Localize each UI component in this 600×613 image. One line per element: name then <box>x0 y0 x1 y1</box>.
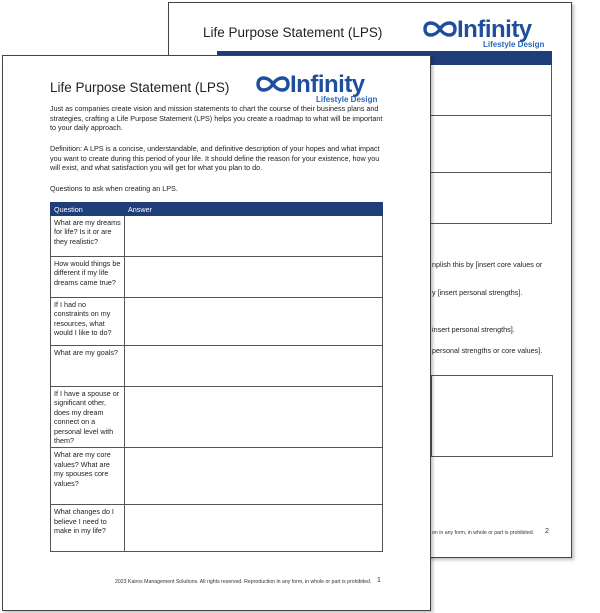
statement-line: insert personal strengths]. <box>432 325 515 334</box>
infinity-symbol-icon <box>254 74 292 94</box>
answer-cell[interactable] <box>125 216 383 257</box>
page-footer: on in any form, in whole or part is prohibited. <box>432 530 535 536</box>
answer-cell[interactable] <box>125 505 383 552</box>
definition-paragraph: Definition: A LPS is a concise, understandable, and definitive description of your hopes and what impact you want to create during this period of your life. It should define the reason for your existence, how you will exist, and what satisfaction you will get for what you plan to do. <box>50 144 380 173</box>
statement-line: personal strengths or core values]. <box>432 346 543 355</box>
question-cell: What are my core values? What are my spouses core values? <box>51 448 125 505</box>
table-row <box>51 505 383 552</box>
lps-question-table <box>50 202 383 552</box>
logo-tagline: Lifestyle Design <box>316 95 378 104</box>
page-title: Life Purpose Statement (LPS) <box>203 25 383 40</box>
logo-wordmark: Infinity <box>457 16 532 43</box>
question-cell: What are my goals? <box>51 346 125 387</box>
answer-cell[interactable] <box>125 257 383 298</box>
page-number: 1 <box>377 577 381 584</box>
question-cell: What are my dreams for life? Is it or are they realistic? <box>51 216 125 257</box>
answer-cell[interactable] <box>125 387 383 448</box>
column-header-answer: Answer <box>125 203 383 216</box>
table-row <box>51 257 383 298</box>
question-cell: If I have a spouse or significant other, does my dream connect on a personal level with them? <box>51 387 125 448</box>
table-row <box>51 298 383 346</box>
answer-cell[interactable] <box>125 298 383 346</box>
answer-cell[interactable] <box>125 448 383 505</box>
answer-cell[interactable] <box>125 346 383 387</box>
statement-box[interactable] <box>431 375 553 457</box>
question-cell: If I had no constraints on my resources, what would I like to do? <box>51 298 125 346</box>
column-header-question: Question <box>51 203 125 216</box>
table-row <box>51 448 383 505</box>
statement-line: y [insert personal strengths]. <box>432 288 523 297</box>
page-title: Life Purpose Statement (LPS) <box>50 80 230 95</box>
table-row <box>51 216 383 257</box>
intro-paragraph: Just as companies create vision and mission statements to chart the course of their business plans and strategies, crafting a Life Purpose Statement (LPS) helps you create a roadmap to what will be important to your daily approach. <box>50 104 383 133</box>
page-footer: 2023 Kairos Management Solutions. All rights reserved. Reproduction in any form, in whole or part is prohibited. <box>115 579 372 585</box>
logo-tagline: Lifestyle Design <box>483 40 545 49</box>
page-number: 2 <box>545 528 549 535</box>
question-cell: What changes do I believe I need to make in my life? <box>51 505 125 552</box>
statement-line: nplish this by [insert core values or <box>432 260 543 269</box>
logo-wordmark: Infinity <box>290 71 365 98</box>
question-cell: How would things be different if my life dreams came true? <box>51 257 125 298</box>
infinity-symbol-icon <box>421 19 459 39</box>
table-row <box>51 387 383 448</box>
document-page-1 <box>2 55 431 611</box>
questions-intro: Questions to ask when creating an LPS. <box>50 184 178 193</box>
table-row <box>51 346 383 387</box>
